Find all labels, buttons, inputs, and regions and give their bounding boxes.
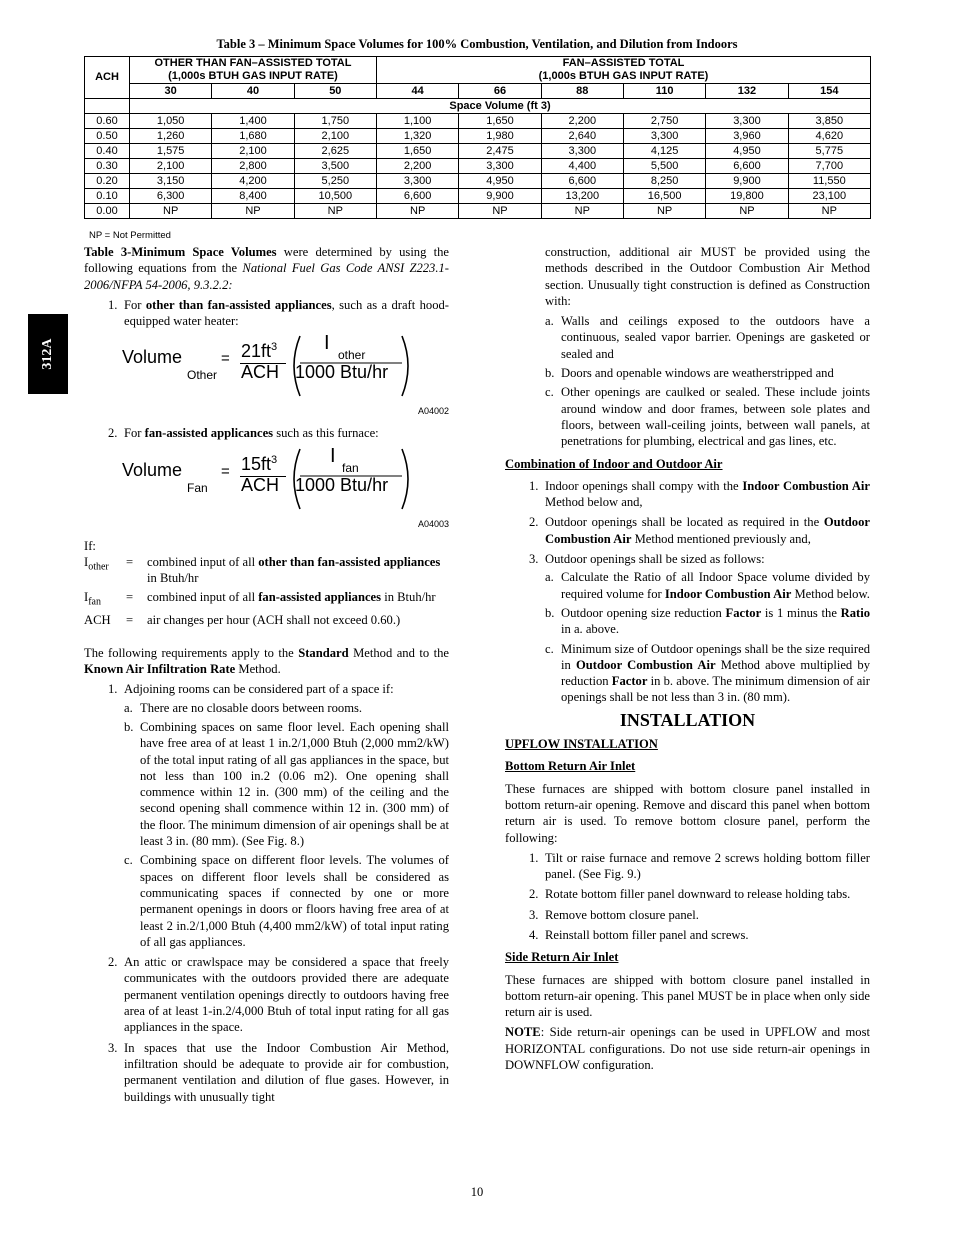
volume-cell: 9,900: [459, 189, 541, 204]
volume-cell: 3,300: [376, 174, 458, 189]
bottom-return-paragraph: These furnaces are shipped with bottom closure panel installed in bottom return-air opening. Remove and discard this panel when bottom return air is used. To remove bottom closure panel, perform the following:: [505, 781, 870, 845]
volume-cell: 19,800: [706, 189, 788, 204]
volume-cell: 8,250: [623, 174, 705, 189]
volume-cell: NP: [706, 204, 788, 219]
volume-cell: 2,625: [294, 144, 376, 159]
sizing-subitem: b. Outdoor opening size reduction Factor is 1 minus the Ratio in a. above.: [545, 605, 871, 637]
input-rate-cell: 132: [706, 84, 788, 99]
volume-cell: 3,300: [541, 144, 623, 159]
input-rate-cell: 88: [541, 84, 623, 99]
combination-item: 2. Outdoor openings shall be located as required in the Outdoor Combustion Air Method mentioned previously and,: [529, 515, 870, 546]
combination-heading: Combination of Indoor and Outdoor Air: [505, 456, 723, 471]
volume-cell: 2,100: [130, 159, 212, 174]
table-row: [85, 204, 871, 219]
space-volume-label: Space Volume (ft 3): [130, 99, 871, 114]
if-label: If:: [84, 538, 96, 553]
volume-cell: 6,600: [706, 159, 788, 174]
ach-cell: 0.10: [85, 189, 130, 204]
definition-row: ACH = air changes per hour (ACH shall not exceed 0.60.): [84, 613, 401, 628]
construction-item: a. Walls and ceilings exposed to the outdoors have a continuous, sealed vapor barrier. Openings are gasketed or sealed and: [545, 314, 870, 361]
input-rate-row: [85, 84, 871, 99]
step-item: 4. Reinstall bottom filler panel and screws.: [529, 927, 749, 942]
ach-cell: 0.00: [85, 204, 130, 219]
step-item: 1. Tilt or raise furnace and remove 2 screws holding bottom filler panel. (See Fig. 9.): [529, 850, 870, 882]
volume-cell: 2,475: [459, 144, 541, 159]
sizing-subitem: a. Calculate the Ratio of all Indoor Space volume divided by required volume for Indoor Combustion Air Method below.: [545, 570, 870, 601]
volume-cell: 1,750: [294, 114, 376, 129]
ach-cell: 0.60: [85, 114, 130, 129]
combination-item: 1. Indoor openings shall compy with the Indoor Combustion Air Method below and,: [529, 478, 871, 510]
space-volume-table: [84, 56, 871, 219]
side-return-heading: Side Return Air Inlet: [505, 950, 619, 965]
left-column: [84, 244, 449, 1109]
volume-cell: 5,250: [294, 174, 376, 189]
volume-cell: 3,500: [294, 159, 376, 174]
input-rate-cell: 40: [212, 84, 294, 99]
note-paragraph: NOTE: Side return-air openings can be used in UPFLOW and most HORIZONTAL configurations. Do not use side return-air openings in DOWNFLOW configuration.: [505, 1025, 870, 1073]
ach-cell: 0.50: [85, 129, 130, 144]
volume-cell: 1,050: [130, 114, 212, 129]
table-title: Table 3 – Minimum Space Volumes for 100% Combustion, Ventilation, and Dilution from Indoors: [216, 37, 738, 51]
volume-cell: NP: [212, 204, 294, 219]
volume-cell: 1,650: [376, 144, 458, 159]
input-rate-cell: 50: [294, 84, 376, 99]
requirement-item: 2. An attic or crawlspace may be considered a space that freely communicates with the outdoors provided there are adequate permanent ventilation openings directly to outdoors having free area of at least 1-in.2/4,000 Btuh of total input rating for all gas appliances in the space.: [108, 955, 449, 1035]
table-note: NP = Not Permitted: [89, 230, 171, 241]
intro-paragraph: Table 3-Minimum Space Volumes were determined by using the following equations from the National Fuel Gas Code ANSI Z223.1-2006/NFPA 54-2006, 9.3.2.2:: [84, 245, 449, 292]
continued-paragraph: construction, additional air MUST be provided using the methods described in the Outdoor Combustion Air Method section. Unusually tight construction is defined as Construction with:: [545, 245, 870, 308]
combination-item: 3. Outdoor openings shall be sized as follows: a. Calculate the Ratio of all Indoor Space volume divided by required volume for Indoor Combustion Air Method below. b. Outdoor opening size reduction Factor is 1 minus the Ratio in a. above. c. Minimum size of Outdoor openings shall be the size required in Outdoor Combustion Air Method above multiplied by reduction Factor in b. above. The minimum dimension of air openings shall be not less than 3 in. (80 mm).: [529, 552, 871, 705]
side-return-paragraph: These furnaces are shipped with bottom closure panel installed in bottom return-air opening. This panel MUST be in place when only side return air is used.: [505, 972, 870, 1020]
ach-header: ACH: [85, 57, 130, 99]
volume-cell: 8,400: [212, 189, 294, 204]
volume-cell: 1,100: [376, 114, 458, 129]
requirement-subitem: a. There are no closable doors between rooms.: [124, 700, 363, 715]
volume-cell: 1,400: [212, 114, 294, 129]
definition-row: $I_{fan}$ = combined input of all fan-assisted appliances in Btuh/hr: [84, 589, 436, 608]
bottom-return-heading: Bottom Return Air Inlet: [505, 759, 636, 774]
volume-cell: 3,300: [459, 159, 541, 174]
volume-cell: 1,575: [130, 144, 212, 159]
input-rate-cell: 110: [623, 84, 705, 99]
volume-cell: 11,550: [788, 174, 870, 189]
volume-cell: 3,150: [130, 174, 212, 189]
volume-cell: NP: [623, 204, 705, 219]
table-row: [85, 189, 871, 204]
construction-item: c. Other openings are caulked or sealed. These include joints around window and door frames, between sole plates and floors, between wall-ceiling joints, between wall panels, at penetrations for plumbing, electrical and gas lines, etc.: [545, 385, 870, 449]
upflow-heading: UPFLOW INSTALLATION: [505, 737, 658, 752]
installation-heading: INSTALLATION: [619, 709, 756, 730]
group-fan-header: FAN–ASSISTED TOTAL (1,000s BTUH GAS INPUT RATE): [376, 57, 870, 84]
volume-cell: 5,775: [788, 144, 870, 159]
step-item: 2. Rotate bottom filler panel downward to release holding tabs.: [529, 887, 851, 902]
input-rate-cell: 154: [788, 84, 870, 99]
volume-cell: 6,600: [376, 189, 458, 204]
ach-cell: 0.30: [85, 159, 130, 174]
volume-cell: 16,500: [623, 189, 705, 204]
volume-cell: 4,200: [212, 174, 294, 189]
volume-cell: NP: [376, 204, 458, 219]
volume-cell: 9,900: [706, 174, 788, 189]
volume-cell: 1,320: [376, 129, 458, 144]
table-row: [85, 144, 871, 159]
volume-cell: 13,200: [541, 189, 623, 204]
definitions: [84, 538, 449, 629]
table-row: [85, 174, 871, 189]
table-row: [85, 129, 871, 144]
volume-cell: 4,125: [623, 144, 705, 159]
volume-cell: 3,300: [623, 129, 705, 144]
volume-cell: 1,980: [459, 129, 541, 144]
table-row: [85, 159, 871, 174]
volume-cell: 5,500: [623, 159, 705, 174]
blank-cell: [85, 99, 130, 114]
input-rate-cell: 44: [376, 84, 458, 99]
volume-cell: NP: [788, 204, 870, 219]
volume-cell: 4,620: [788, 129, 870, 144]
formula-other: Volume Other = $21ft^3$ ACH I other 1000 Btu/hr A04002: [84, 333, 449, 411]
volume-cell: NP: [459, 204, 541, 219]
volume-cell: 6,600: [541, 174, 623, 189]
volume-cell: 2,100: [294, 129, 376, 144]
group-other-header: OTHER THAN FAN–ASSISTED TOTAL (1,000s BTUH GAS INPUT RATE): [130, 57, 377, 84]
volume-cell: 3,960: [706, 129, 788, 144]
input-rate-cell: 66: [459, 84, 541, 99]
side-tab-label: 312A: [40, 338, 55, 370]
figure-id: A04003: [417, 518, 449, 529]
volume-cell: 4,400: [541, 159, 623, 174]
construction-item: b. Doors and openable windows are weatherstripped and: [545, 366, 834, 381]
volume-cell: 7,700: [788, 159, 870, 174]
input-rate-cell: 30: [130, 84, 212, 99]
requirement-subitem: b. Combining spaces on same floor level. Each opening shall have free area of at least 1 in.2/1,000 Btuh (2,000 mm2/kW) of the total input rating of all gas appliances in the space, but not less than 100 in.2 (0.06 m2). One opening shall commence within 12 in. (300 mm) of the ceiling and the second opening shall commence within 12 in. (300 mm) of the floor. The minimum dimension of air openings shall be at least 3 in. (80 mm). (See Fig. 8.): [124, 719, 449, 849]
volume-cell: NP: [294, 204, 376, 219]
volume-cell: 1,260: [130, 129, 212, 144]
volume-cell: 2,800: [212, 159, 294, 174]
requirements-paragraph: The following requirements apply to the Standard Method and to the Known Air Infiltration Rate Method.: [84, 645, 449, 677]
step-item: 3. Remove bottom closure panel.: [529, 907, 699, 922]
ach-cell: 0.40: [85, 144, 130, 159]
volume-cell: 6,300: [130, 189, 212, 204]
definition-row: $I_{other}$ = combined input of all other than fan-assisted appliances in Btuh/hr: [84, 555, 441, 586]
volume-cell: 23,100: [788, 189, 870, 204]
sizing-subitem: c. Minimum size of Outdoor openings shall be the size required in Outdoor Combustion Air Method above multiplied by reduction Factor in b. above. The minimum dimension of air openings shall be not less than 3 in. (80 mm).: [545, 641, 870, 705]
volume-cell: 10,500: [294, 189, 376, 204]
volume-cell: 3,300: [706, 114, 788, 129]
volume-cell: 2,200: [376, 159, 458, 174]
requirement-subitem: c. Combining space on different floor levels. The volumes of spaces on different floor levels shall be considered as communicating spaces if connected by one or more permanent openings in doors or floors having free area of at least 2 in.2/1,000 Btuh (4,400 mm2/kW) of total input rating of all gas appliances.: [124, 853, 449, 949]
volume-cell: 4,950: [459, 174, 541, 189]
volume-cell: 4,950: [706, 144, 788, 159]
volume-cell: 3,850: [788, 114, 870, 129]
formula-fan: Volume Fan = $15ft^3$ ACH I fan 1000 Btu/hr A04003: [84, 446, 449, 524]
table-row: [85, 114, 871, 129]
page-number: 10: [470, 1185, 484, 1199]
requirement-item: 3. In spaces that use the Indoor Combustion Air Method, infiltration should be adequate to provide air for combustion, permanent ventilation and dilution of flue gases. However, in buildings with unusually tight: [108, 1040, 449, 1104]
ach-cell: 0.20: [85, 174, 130, 189]
volume-cell: 2,200: [541, 114, 623, 129]
volume-cell: NP: [130, 204, 212, 219]
volume-cell: 1,650: [459, 114, 541, 129]
volume-cell: 2,750: [623, 114, 705, 129]
right-column: [505, 244, 870, 1077]
volume-cell: 2,640: [541, 129, 623, 144]
volume-cell: 2,100: [212, 144, 294, 159]
figure-id: A04002: [417, 406, 449, 417]
volume-cell: NP: [541, 204, 623, 219]
requirement-item: 1. Adjoining rooms can be considered part of a space if: a. There are no closable doors between rooms. b. Combining spaces on same floor level. Each opening shall have free area of at least 1 in.2/1,000 Btuh (2,000 mm2/kW) of the total input rating of all gas appliances in the space, but not less than 100 in.2 (0.06 m2). One opening shall commence within 12 in. (300 mm) of the ceiling and the second opening shall commence within 12 in. (300 mm) of the floor. The minimum dimension of air openings shall be at least 3 in. (80 mm). (See Fig. 8.) c. Combining space on different floor levels. The volumes of spaces on different floor levels shall be considered as communicating spaces if connected by one or more permanent openings in doors or floors having free area of at least 2 in.2/1,000 Btuh (4,400 mm2/kW) of total input rating of all gas appliances.: [108, 682, 449, 949]
formula-item-1: 1. For other than fan-assisted appliances, such as a draft hood-equipped water heater:: [108, 297, 449, 329]
side-tab: [28, 314, 68, 394]
volume-cell: 1,680: [212, 129, 294, 144]
formula-item-2: 2. For fan-assisted applicances such as this furnace:: [108, 426, 379, 441]
